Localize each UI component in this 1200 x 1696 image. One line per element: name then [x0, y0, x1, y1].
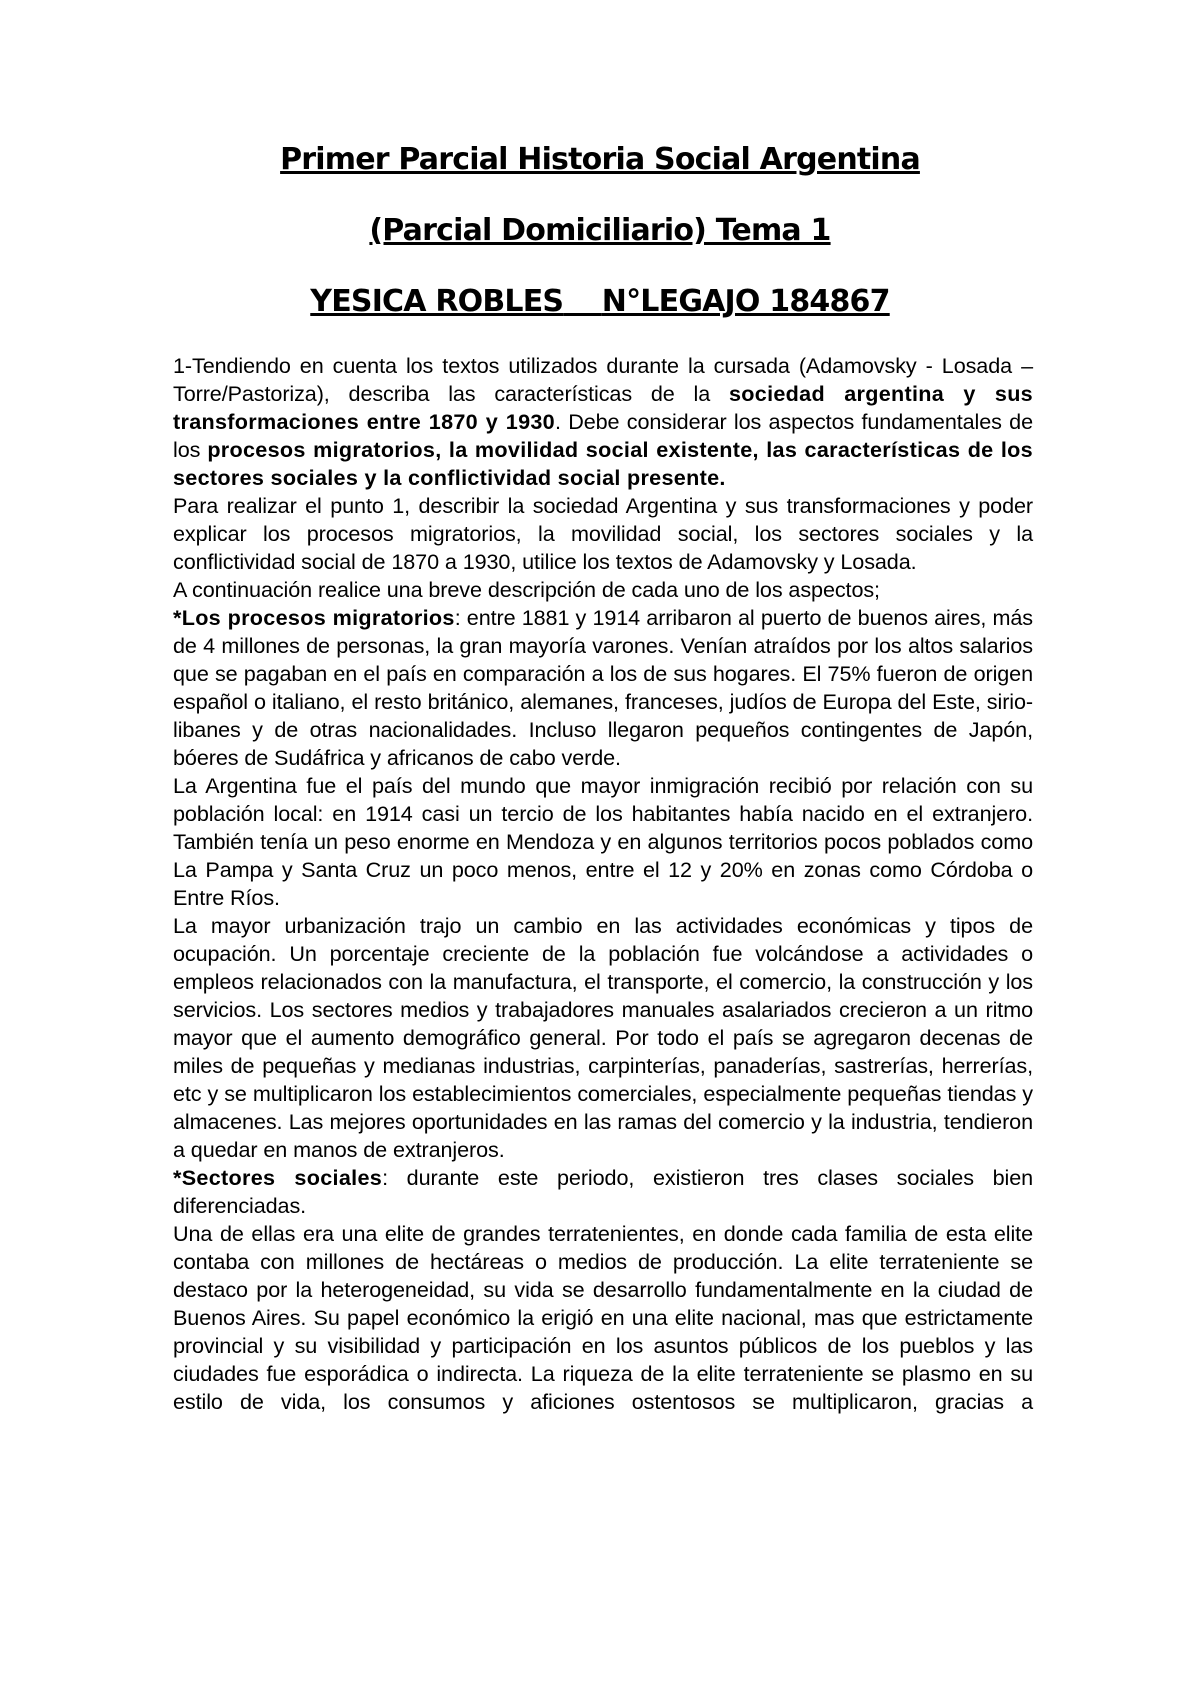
student-name: YESICA ROBLES: [310, 284, 564, 319]
answer-paragraph-4: La Argentina fue el país del mundo que mayor inmigración recibió por relación con su población local: en 1914 casi un tercio de los habitantes había nacido en el extranjero. También tenía un peso enorme en Mendoza y en algunos territorios pocos poblados como La Pampa y Santa Cruz un poco menos, entre el 12 y 20% en zonas como Córdoba o Entre Ríos.: [173, 773, 1033, 910]
answer-paragraph-migration: [173, 604, 1033, 772]
answer-paragraph-5: La mayor urbanización trajo un cambio en las actividades económicas y tipos de ocupación. Un porcentaje creciente de la población fue volcándose a actividades o empleos relacionados con la manufactura, el transporte, el comercio, la construcción y los servicios. Los sectores medios y trabajadores manuales asalariados crecieron a un ritmo mayor que el aumento demográfico general. Por todo el país se agregaron decenas de miles de pequeñas y medianas industrias, carpinterías, panaderías, sastrerías, herrerías, etc y se multiplicaron los establecimientos comerciales, especialmente pequeñas tiendas y almacenes. Las mejores oportunidades en las ramas del comercio y la industria, tendieron a quedar en manos de extranjeros.: [173, 913, 1033, 1162]
question-1: [173, 352, 1033, 492]
question-emphasis-2: procesos migratorios, la movilidad social existente, las características de los sectores sociales y la conflictividad social presente.: [173, 437, 1033, 490]
migration-heading: *Los procesos migratorios: [173, 605, 455, 630]
document-title: Primer Parcial Historia Social Argentina: [280, 142, 920, 177]
legajo-number: N°LEGAJO 184867: [601, 284, 890, 319]
sectors-heading: *Sectores sociales: [173, 1165, 383, 1190]
document-body: [173, 352, 1033, 1416]
answer-paragraph-7: Una de ellas era una elite de grandes terratenientes, en donde cada familia de esta elite contaba con millones de hectáreas o medios de producción. La elite terrateniente se destaco por la heterogeneidad, su vida se desarrollo fundamentalmente en la ciudad de Buenos Aires. Su papel económico la erigió en una elite nacional, mas que estrictamente provincial y su visibilidad y participación en los asuntos públicos de los pueblos y las ciudades fue esporádica o indirecta. La riqueza de la elite terrateniente se plasmo en su estilo de vida, los consumos y aficiones ostentosos se multiplicaron, gracias a: [173, 1221, 1033, 1414]
document-subtitle: (Parcial Domiciliario) Tema 1: [369, 213, 831, 248]
question-emphasis-1: sociedad argentina y sus transformaciones entre 1870 y 1930: [173, 381, 1033, 434]
answer-paragraph-sectors: [173, 1164, 1033, 1220]
migration-text: : entre 1881 y 1914 arribaron al puerto de buenos aires, más de 4 millones de personas, la gran mayoría varones. Venían atraídos por los altos salarios que se pagaban en el país en comparación a los de sus hogares. El 75% fueron de origen español o italiano, el resto británico, alemanes, franceses, judíos de Europa del Este, sirio-libanes y de otras nacionalidades. Incluso llegaron pequeños contingentes de Japón, bóeres de Sudáfrica y africanos de cabo verde.: [173, 605, 1034, 770]
question-mid: . Debe considerar los aspectos fundamentales de los: [173, 409, 1033, 462]
answer-paragraph-1: Para realizar el punto 1, describir la sociedad Argentina y sus transformaciones y poder explicar los procesos migratorios, la movilidad social, los sectores sociales y la conflictividad social de 1870 a 1930, utilice los textos de Adamovsky y Losada.: [173, 493, 1033, 574]
answer-paragraph-2: A continuación realice una breve descripción de cada uno de los aspectos;: [173, 577, 880, 602]
sectors-text: : durante este periodo, existieron tres clases sociales bien diferenciadas.: [173, 1165, 1034, 1218]
student-info: [0, 284, 1200, 319]
question-intro: 1-Tendiendo en cuenta los textos utilizados durante la cursada (Adamovsky - Losada – Torre/Pastoriza), describa las características de la: [173, 353, 1033, 406]
